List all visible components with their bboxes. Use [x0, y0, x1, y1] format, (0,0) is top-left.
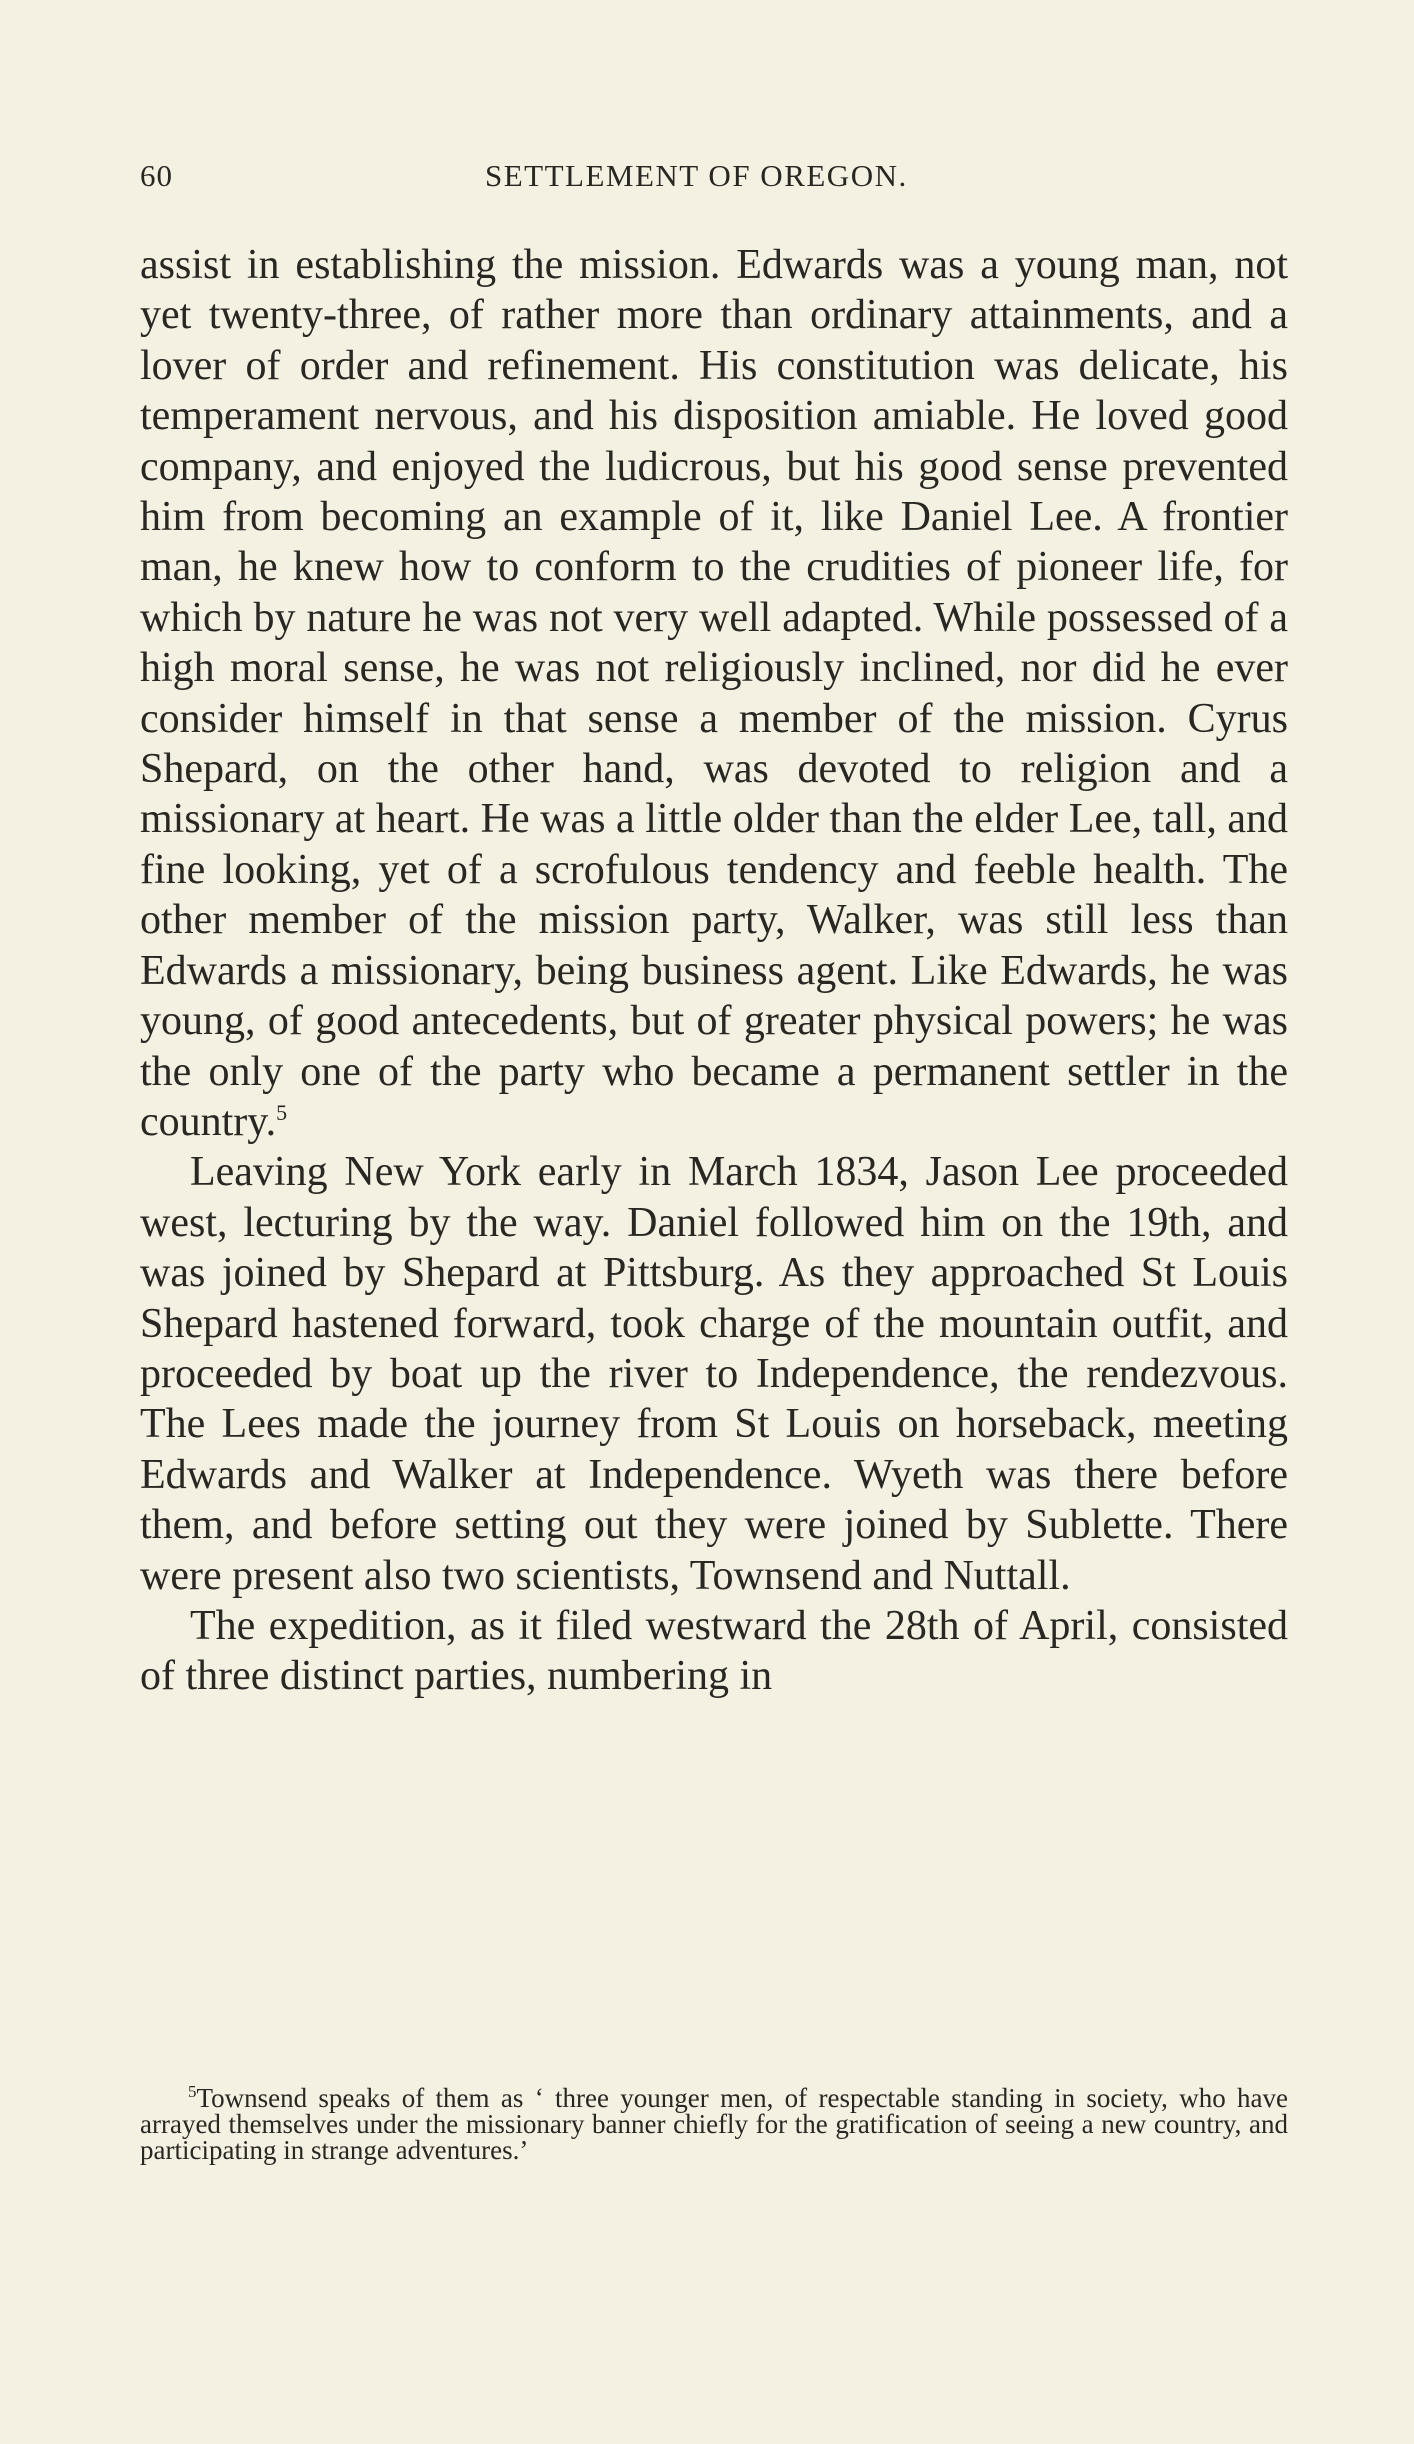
footnote-text: Townsend speaks of them as ‘ three younger men, of respectable standing in society, who have arrayed themselves under the missionary banner chiefly for the gratification of seeing a new country, and participating in strange adventures.’: [140, 2083, 1288, 2165]
page-header: [140, 158, 1300, 208]
footnote-marker: 5: [188, 2082, 197, 2101]
paragraph-1-text: assist in establishing the mission. Edwards was a young man, not yet twenty-three, of rather more than ordinary attainments, and a lover of order and refinement. His constitution was delicate, his temperament nervous, and his disposition amiable. He loved good company, and enjoyed the ludicrous, but his good sense prevented him from becoming an example of it, like Daniel Lee. A frontier man, he knew how to conform to the crudities of pioneer life, for which by nature he was not very well adapted. While possessed of a high moral sense, he was not religiously inclined, nor did he ever consider himself in that sense a member of the mission. Cyrus Shepard, on the other hand, was devoted to religion and a missionary at heart. He was a little older than the elder Lee, tall, and fine looking, yet of a scrofulous tendency and feeble health. The other member of the mission party, Walker, was still less than Edwards a missionary, being business agent. Like Edwards, he was young, of good antecedents, but of greater physical powers; he was the only one of the party who became a permanent settler in the country.: [140, 242, 1288, 1145]
running-head: SETTLEMENT OF OREGON.: [485, 158, 908, 193]
paragraph-1: [140, 240, 1288, 1147]
footnote: [140, 2082, 1288, 2165]
footnote-reference: 5: [276, 1099, 288, 1125]
body-text: [140, 240, 1288, 1702]
page-number: 60: [140, 158, 173, 193]
paragraph-2: Leaving New York early in March 1834, Jason Lee proceeded west, lecturing by the way. Daniel followed him on the 19th, and was joined by Shepard at Pittsburg. As they approached St Louis Shepard hastened forward, took charge of the mountain outfit, and proceeded by boat up the river to Independence, the rendezvous. The Lees made the journey from St Louis on horseback, meeting Edwards and Walker at Independence. Wyeth was there before them, and before setting out they were joined by Sublette. There were present also two scientists, Townsend and Nuttall.: [140, 1149, 1288, 1599]
paragraph-3: The expedition, as it filed westward the 28th of April, consisted of three distinct parties, numbering in: [140, 1602, 1288, 1700]
